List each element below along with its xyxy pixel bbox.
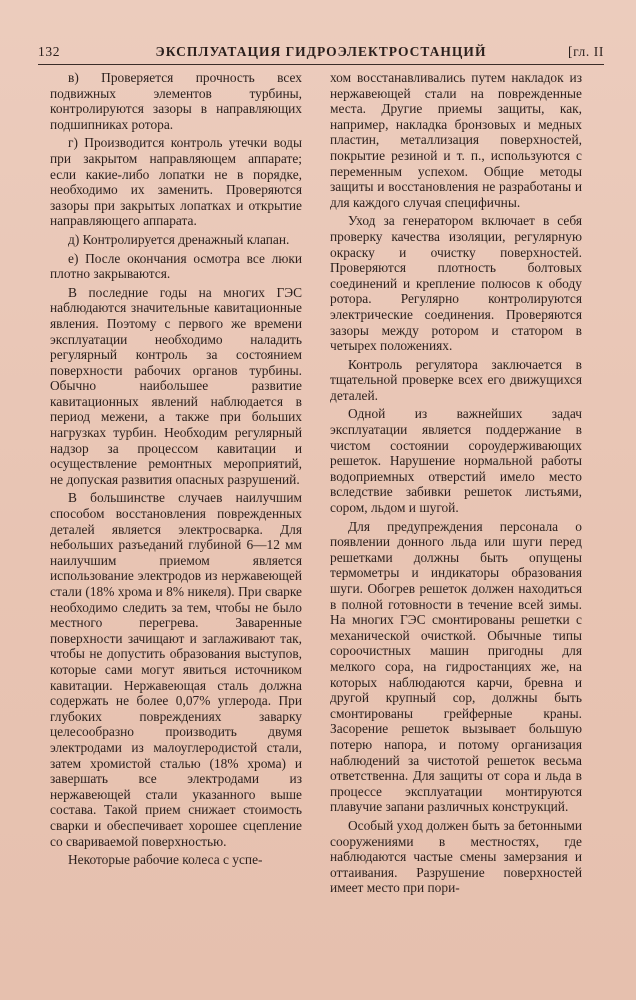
paragraph: В последние годы на многих ГЭС наблюдаются значительные кавитационные явления. Поэтому с первого же времени эксплуатации необходимо наладить регулярный контроль за состоянием поверхности рабочих органов турбины. Обычно наибольшее развитие кавитационных явлений наблюдается в период межени, а также при больших нагрузках турбин. Необходим регулярный надзор за процессом кавитации и осуществление ремонтных мероприятий, не допуская развития опасных разрушений.	[50, 284, 302, 487]
page-number: 132	[38, 44, 61, 59]
left-column	[50, 70, 302, 871]
chapter-marker: [гл. II	[567, 44, 604, 59]
paragraph: д) Контролируется дренажный клапан.	[68, 231, 290, 247]
header-rule	[38, 64, 604, 65]
paragraph: Контроль регулятора заключается в тщательной проверке всех его движущихся деталей.	[330, 356, 582, 403]
paragraph: В большинстве случаев наилучшим способом восстановления поврежденных деталей является электросварка. Для небольших разъеданий глубиной 6—12 мм наилучшим приемом является использование электродов из нержавеющей стали (18% хрома и 8% никеля). При сварке необходимо следить за тем, чтобы не было местного перегрева. Заваренные поверхности зачищают и заглаживают так, чтобы не допустить образования выступов, которые сами могут явиться источником кавитации. Нержавеющая сталь должна содержать не более 0,07% углерода. При глубоких повреждениях заварку целесообразно производить двумя электродами из малоуглеродистой стали, затем хромистой сталью (18% хрома) и завершать все электродами из нержавеющей стали указанного выше состава. Такой прием снижает стоимость сварки и обеспечивает хорошее сцепление со свариваемой поверхностью.	[50, 490, 302, 849]
running-header	[38, 44, 604, 64]
right-column	[330, 70, 582, 899]
paragraph: Для предупреждения персонала о появлении донного льда или шуги перед решетками должны быть опущены термометры и индикаторы образования шуги. Обогрев решеток должен находиться в полной готовности в течение всей зимы. На многих ГЭС смонтированы решетки с механической очисткой. Обычные типы сороочистных машин пригодны для мелкого сора, на гидростанциях же, на которых наблюдаются карчи, бревна и другой крупный сор, должны быть смонтированы грейферные краны. Засорение решеток вызывает большую потерю напора, и потому организация наблюдений за чистотой решеток весьма ответственна. Для защиты от сора и льда в процессе эксплуатации монтируются плавучие запани различных конструкций.	[330, 518, 582, 815]
paragraph: хом восстанавливались путем накладок из нержавеющей стали на поврежденные места. Другие приемы защиты, как, например, накладка бронзовых и медных пластин, металлизация поверхностей, покрытие резиной и т. п., используются с переменным успехом. Общие методы защиты и восстановления не разработаны и для каждого случая специфичны.	[330, 70, 582, 210]
paragraph: Некоторые рабочие колеса с успе-	[68, 852, 263, 868]
paragraph: Уход за генератором включает в себя проверку качества изоляции, регулярную окраску и очистку поверхностей. Проверяются плотность болтовых соединений и крепление полюсов к ободу ротора. Регулярно контролируются электрические соединения. Проверяются зазоры между ротором и статором в четырех положениях.	[330, 213, 582, 354]
running-title: ЭКСПЛУАТАЦИЯ ГИДРОЭЛЕКТРОСТАНЦИЙ	[155, 44, 487, 59]
paragraph: Одной из важнейших задач эксплуатации является поддержание в чистом состоянии сороудерживающих решеток. Нарушение нормальной работы водоприемных отверстий имело место вследствие забивки решеток листьями, сором, льдом и шугой.	[330, 406, 582, 516]
paragraph: е) После окончания осмотра все люки плотно закрываются.	[50, 250, 302, 282]
paragraph: в) Проверяется прочность всех подвижных элементов турбины, контролируются зазоры в направляющих подшипниках ротора.	[50, 70, 302, 132]
paragraph: г) Производится контроль утечки воды при закрытом направляющем аппарате; если какие-либо лопатки не в порядке, необходимо их заменить. Проверяются зазоры при закрытых лопатках и открытие направляющего аппарата.	[50, 135, 302, 229]
paragraph: Особый уход должен быть за бетонными сооружениями в местностях, где наблюдаются частые смены замерзания и оттаивания. Разрушение поверхностей имеет место при пори-	[330, 817, 582, 896]
